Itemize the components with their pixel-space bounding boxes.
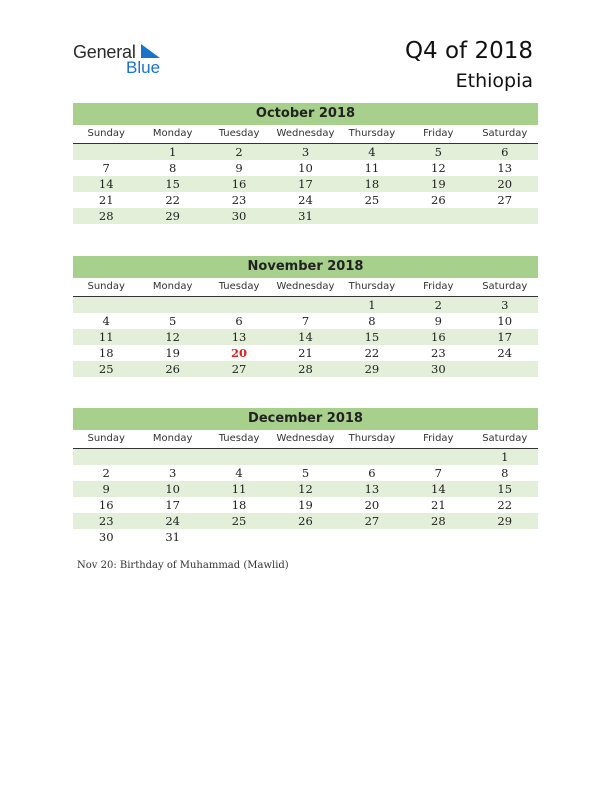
- week-row: [73, 345, 538, 361]
- day-cell: [73, 449, 139, 465]
- weekday-label: Wednesday: [276, 128, 335, 139]
- month-december: [73, 408, 538, 545]
- weekday-label: Saturday: [482, 281, 528, 292]
- day-cell: 11: [98, 330, 114, 344]
- day-cell: 26: [298, 514, 313, 528]
- day-cell: 30: [431, 362, 446, 376]
- day-cell: 3: [501, 298, 509, 312]
- weekday-label: Thursday: [348, 281, 396, 292]
- day-cell: 4: [102, 314, 110, 328]
- day-cell: 26: [165, 362, 180, 376]
- weekday-label: Monday: [152, 281, 193, 292]
- day-cell: 12: [431, 161, 446, 175]
- week-row: [73, 361, 538, 377]
- week-row: [73, 329, 538, 345]
- day-cell: 8: [368, 314, 376, 328]
- logo-blue-text: Blue: [126, 58, 161, 77]
- weekday-label: Tuesday: [218, 281, 260, 292]
- day-cell: 23: [431, 346, 446, 360]
- day-cell: 25: [364, 193, 380, 207]
- weekday-label: Saturday: [482, 433, 528, 444]
- day-cell: 23: [231, 193, 247, 207]
- week-row: [73, 160, 538, 176]
- day-cell: 16: [231, 177, 247, 191]
- day-cell: 14: [298, 330, 313, 344]
- weekday-label: Sunday: [87, 433, 125, 444]
- day-cell: 16: [431, 330, 446, 344]
- holiday-note: Nov 20: Birthday of Muhammad (Mawlid): [77, 560, 289, 571]
- day-cell: 15: [364, 330, 380, 344]
- day-cell: 5: [434, 145, 442, 159]
- day-cell: 13: [497, 161, 513, 175]
- weekday-label: Tuesday: [218, 433, 260, 444]
- week-row: [73, 497, 538, 513]
- week-row: [73, 529, 538, 545]
- day-cell: [272, 297, 338, 313]
- day-cell: 21: [98, 193, 114, 207]
- day-cell: 10: [165, 482, 180, 496]
- day-cell: 19: [431, 177, 446, 191]
- logo-triangle-icon: [141, 44, 160, 58]
- day-cell: [472, 208, 538, 224]
- day-cell: 4: [235, 466, 243, 480]
- day-cell: [272, 449, 338, 465]
- day-cell: 24: [165, 514, 180, 528]
- day-cell: 11: [231, 482, 247, 496]
- day-cell: 7: [434, 466, 442, 480]
- day-cell: 27: [497, 193, 513, 207]
- day-cell: 6: [235, 314, 243, 328]
- month-november: [73, 256, 538, 377]
- day-cell: [339, 529, 405, 545]
- week-row: [73, 297, 538, 313]
- day-cell: 12: [165, 330, 180, 344]
- day-cell: [272, 529, 338, 545]
- day-cell: 29: [364, 362, 380, 376]
- day-cell: [73, 144, 139, 160]
- day-cell: 17: [298, 177, 313, 191]
- day-cell: 2: [235, 145, 243, 159]
- day-cell: 12: [298, 482, 313, 496]
- holiday-day-cell: 20: [231, 346, 248, 360]
- page-title: Q4 of 2018: [404, 38, 533, 64]
- day-cell: 28: [431, 514, 446, 528]
- day-cell: 21: [431, 498, 446, 512]
- weekday-label: Thursday: [348, 433, 396, 444]
- day-cell: [139, 449, 205, 465]
- weekday-label: Saturday: [482, 128, 528, 139]
- weekday-label: Sunday: [87, 128, 125, 139]
- day-cell: 5: [168, 314, 177, 328]
- day-cell: 18: [98, 346, 114, 360]
- day-cell: [405, 208, 471, 224]
- month-october: [73, 103, 538, 224]
- day-cell: 24: [497, 346, 513, 360]
- day-cell: [405, 529, 471, 545]
- weekday-label: Friday: [423, 281, 454, 292]
- day-cell: 23: [98, 514, 114, 528]
- day-cell: 28: [298, 362, 313, 376]
- day-cell: 1: [368, 298, 376, 312]
- week-row: [73, 176, 538, 192]
- day-cell: 30: [98, 530, 114, 544]
- month-title: October 2018: [73, 103, 538, 125]
- day-cell: 31: [298, 209, 313, 223]
- logo-general-text: General: [73, 42, 136, 62]
- weekday-label: Thursday: [348, 128, 396, 139]
- day-cell: 9: [434, 314, 442, 328]
- day-cell: 10: [298, 161, 313, 175]
- day-cell: 30: [231, 209, 247, 223]
- weekday-header-row: [73, 125, 538, 144]
- day-cell: [139, 297, 205, 313]
- day-cell: 5: [301, 466, 310, 480]
- day-cell: [472, 361, 538, 377]
- month-title: December 2018: [73, 408, 538, 430]
- day-cell: 22: [497, 498, 513, 512]
- day-cell: 13: [364, 482, 380, 496]
- weekday-label: Sunday: [87, 281, 125, 292]
- day-cell: 14: [431, 482, 446, 496]
- week-row: [73, 513, 538, 529]
- day-cell: 1: [501, 450, 509, 464]
- day-cell: 2: [102, 466, 110, 480]
- day-cell: 7: [102, 161, 110, 175]
- day-cell: 24: [298, 193, 313, 207]
- week-row: [73, 449, 538, 465]
- day-cell: 19: [298, 498, 313, 512]
- day-cell: [339, 449, 405, 465]
- day-cell: 27: [364, 514, 380, 528]
- weekday-label: Monday: [152, 433, 193, 444]
- weekday-label: Friday: [423, 128, 454, 139]
- week-row: [73, 481, 538, 497]
- day-cell: [73, 297, 139, 313]
- day-cell: 16: [98, 498, 114, 512]
- day-cell: 9: [102, 482, 110, 496]
- day-cell: 26: [431, 193, 446, 207]
- weekday-header-row: [73, 278, 538, 297]
- week-row: [73, 465, 538, 481]
- day-cell: 2: [434, 298, 442, 312]
- weekday-label: Wednesday: [276, 433, 335, 444]
- day-cell: [472, 529, 538, 545]
- day-cell: [206, 529, 272, 545]
- day-cell: 9: [235, 161, 243, 175]
- day-cell: [405, 449, 471, 465]
- day-cell: 14: [98, 177, 114, 191]
- day-cell: 10: [497, 314, 513, 328]
- week-row: [73, 144, 538, 160]
- day-cell: [206, 297, 272, 313]
- day-cell: 15: [165, 177, 180, 191]
- day-cell: 31: [165, 530, 180, 544]
- day-cell: 25: [98, 362, 114, 376]
- day-cell: 13: [231, 330, 247, 344]
- day-cell: 18: [231, 498, 247, 512]
- weekday-label: Monday: [152, 128, 193, 139]
- day-cell: 21: [298, 346, 313, 360]
- day-cell: 7: [301, 314, 310, 328]
- day-cell: 20: [497, 177, 513, 191]
- week-row: [73, 208, 538, 224]
- day-cell: 29: [497, 514, 513, 528]
- day-cell: 4: [368, 145, 376, 159]
- day-cell: 22: [165, 193, 180, 207]
- day-cell: 20: [364, 498, 380, 512]
- weekday-label: Friday: [423, 433, 454, 444]
- day-cell: 11: [364, 161, 380, 175]
- day-cell: 28: [98, 209, 114, 223]
- day-cell: 8: [501, 466, 509, 480]
- day-cell: 3: [301, 145, 310, 159]
- country-name: Ethiopia: [455, 70, 533, 92]
- day-cell: 17: [165, 498, 180, 512]
- day-cell: 18: [364, 177, 380, 191]
- generalblue-logo: [73, 42, 161, 77]
- day-cell: 6: [501, 145, 509, 159]
- day-cell: 17: [497, 330, 513, 344]
- day-cell: 1: [168, 145, 177, 159]
- month-title: November 2018: [73, 256, 538, 278]
- day-cell: 3: [168, 466, 177, 480]
- day-cell: 22: [364, 346, 380, 360]
- day-cell: 15: [497, 482, 513, 496]
- day-cell: 6: [368, 466, 376, 480]
- week-row: [73, 192, 538, 208]
- weekday-label: Wednesday: [276, 281, 335, 292]
- weekday-label: Tuesday: [218, 128, 260, 139]
- day-cell: 25: [231, 514, 247, 528]
- day-cell: [339, 208, 405, 224]
- day-cell: [206, 449, 272, 465]
- week-row: [73, 313, 538, 329]
- day-cell: 19: [165, 346, 180, 360]
- day-cell: 27: [231, 362, 247, 376]
- day-cell: 8: [168, 161, 177, 175]
- weekday-header-row: [73, 430, 538, 449]
- day-cell: 29: [165, 209, 180, 223]
